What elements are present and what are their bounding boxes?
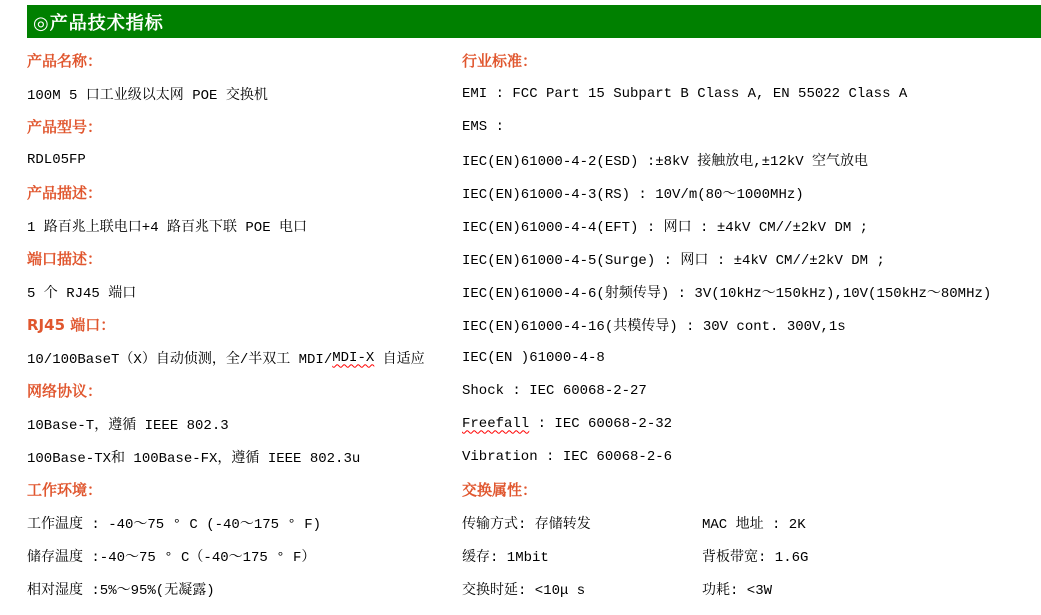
spec-line: IEC(EN)61000-4-5(Surge) : 网口 : ±4kV CM//±2kV DM ; <box>462 252 885 269</box>
page-title: ◎产品技术指标 <box>33 12 164 34</box>
spec-line: 1 路百兆上联电口+4 路百兆下联 POE 电口 <box>27 219 308 236</box>
left-column <box>27 44 455 605</box>
spec-text: 背板带宽: 1.6G <box>702 549 809 566</box>
spec-line: IEC(EN)61000-4-2(ESD) :±8kV 接触放电,±12kV 空气放电 <box>462 153 869 170</box>
spec-line <box>462 407 1037 440</box>
spec-line: 工作温度 : -40～75 ° C (-40～175 ° F) <box>27 516 322 533</box>
heading-switching-properties: 交换属性： <box>462 481 538 499</box>
spec-line: 100M 5 口工业级以太网 POE 交换机 <box>27 87 268 104</box>
spec-line: RDL05FP <box>27 151 86 168</box>
heading-rj45-port: RJ45 端口： <box>27 316 116 334</box>
spellcheck-marked-text: MDI-X <box>332 349 375 366</box>
heading-product-description: 产品描述： <box>27 184 103 202</box>
spec-text: 10/100BaseT（X）自动侦测，全/半双工 MDI/ <box>27 351 333 368</box>
spec-text: 交换时延: <10μ s <box>462 582 586 599</box>
spec-text: MAC 地址 : 2K <box>702 516 806 533</box>
spec-line: IEC(EN)61000-4-3(RS) : 10V/m(80～1000MHz) <box>462 186 804 203</box>
spec-line: EMS : <box>462 118 505 135</box>
page-title-bar <box>27 5 1041 38</box>
spec-line: Vibration : IEC 60068-2-6 <box>462 448 673 465</box>
spec-line: 储存温度 :-40～75 ° C（-40～175 ° F） <box>27 549 316 566</box>
spec-text: 功耗: <3W <box>702 582 773 599</box>
spec-text: 缓存: 1Mbit <box>462 549 549 566</box>
spec-pair-line <box>462 572 1037 605</box>
heading-port-description: 端口描述： <box>27 250 103 268</box>
spellcheck-marked-text: Freefall <box>462 415 530 432</box>
spec-line: EMI : FCC Part 15 Subpart B Class A, EN 55022 Class A <box>462 85 908 102</box>
heading-industry-standards: 行业标准： <box>462 52 538 70</box>
spec-line: 5 个 RJ45 端口 <box>27 285 137 302</box>
spec-text: 传输方式: 存储转发 <box>462 516 591 533</box>
heading-product-model: 产品型号： <box>27 118 103 136</box>
spec-line: 10Base-T，遵循 IEEE 802.3 <box>27 417 229 434</box>
spec-line: IEC(EN)61000-4-6(射频传导) : 3V(10kHz～150kHz),10V(150kHz～80MHz) <box>462 285 992 302</box>
spec-text: 自适应 <box>374 351 425 368</box>
spec-text: : IEC 60068-2-32 <box>529 415 673 432</box>
right-column <box>462 44 1037 605</box>
spec-pair-line <box>462 539 1037 572</box>
spec-line: IEC(EN)61000-4-4(EFT) : 网口 : ±4kV CM//±2kV DM ; <box>462 219 869 236</box>
heading-product-name: 产品名称： <box>27 52 103 70</box>
spec-pair-line <box>462 506 1037 539</box>
spec-line: IEC(EN )61000-4-8 <box>462 349 605 366</box>
heading-network-protocol: 网络协议： <box>27 382 103 400</box>
spec-line: 100Base-TX和 100Base-FX，遵循 IEEE 802.3u <box>27 450 361 467</box>
spec-line: Shock : IEC 60068-2-27 <box>462 382 647 399</box>
heading-operating-environment: 工作环境： <box>27 481 103 499</box>
spec-line <box>27 341 455 374</box>
spec-line: IEC(EN)61000-4-16(共模传导) : 30V cont. 300V,1s <box>462 318 846 335</box>
spec-line: 相对湿度 :5%～95%(无凝露) <box>27 582 215 599</box>
